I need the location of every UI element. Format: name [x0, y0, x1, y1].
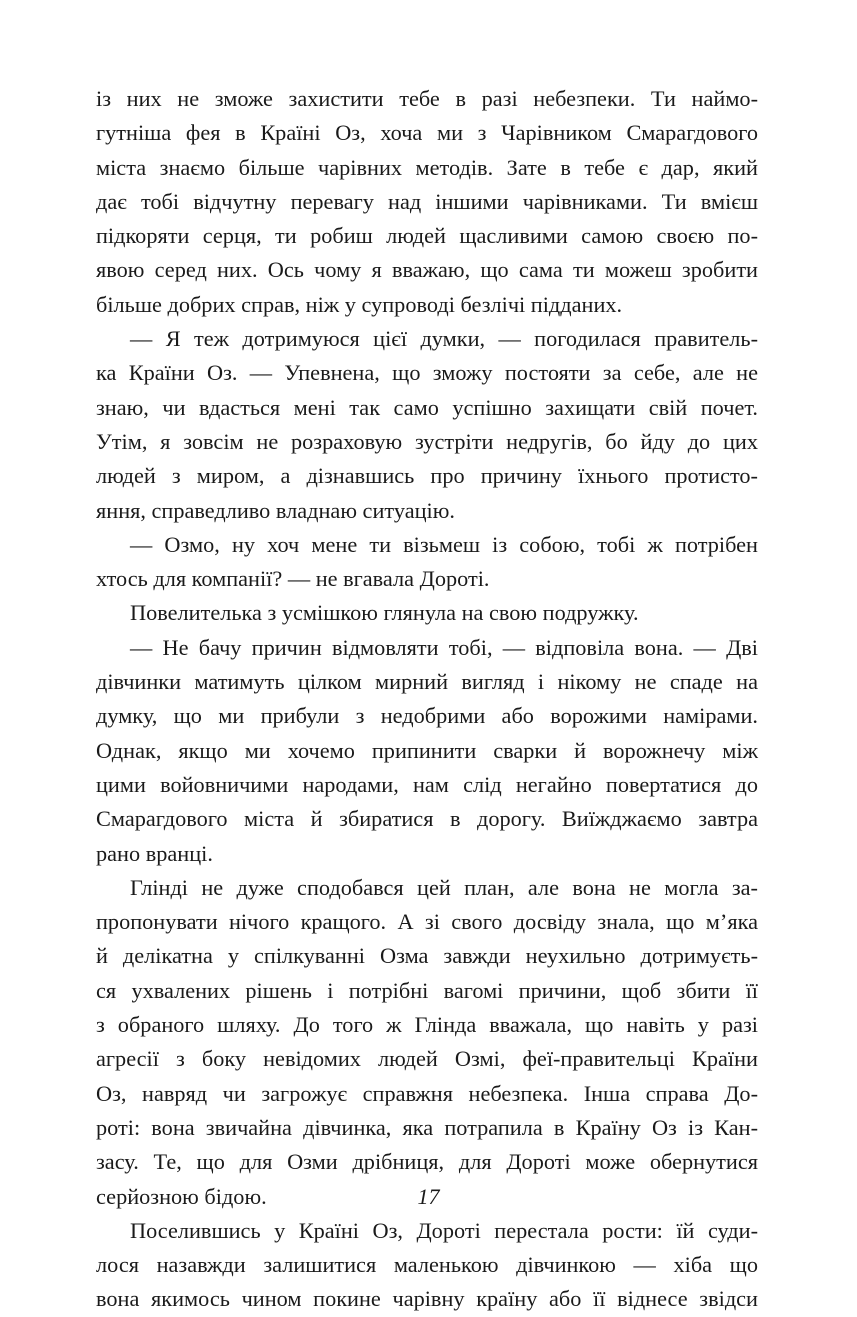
- text-line: ка Країни Оз. — Упевнена, що зможу постояти за себе, але не: [96, 360, 758, 386]
- text-line: Поселившись у Країні Оз, Дороті перестала рости: їй суди-: [130, 1217, 758, 1243]
- page-number: 17: [417, 1184, 440, 1209]
- text-line: з обраного шляху. До того ж Глінда вважала, що навіть у разі: [96, 1012, 758, 1038]
- text-line: із них не зможе захистити тебе в разі небезпеки. Ти наймо-: [96, 86, 758, 111]
- text-line: підкоряти серця, ти робиш людей щасливими самою своєю по-: [96, 223, 758, 249]
- text-line: — Озмо, ну хоч мене ти візьмеш із собою, тобі ж потрібен: [130, 531, 758, 557]
- text-line: ся ухвалених рішень і потрібні вагомі причини, щоб збити її: [96, 977, 758, 1003]
- text-line: хтось для компанії? — не вгавала Дороті.: [96, 566, 490, 592]
- text-line: дає тобі відчутну перевагу над іншими чарівниками. Ти вмієш: [96, 188, 758, 214]
- text-line: знаю, чи вдасться мені так само успішно захищати свій почет.: [96, 394, 758, 420]
- text-line: агресії з боку невідомих людей Озмі, феї-правительці Країни: [96, 1046, 758, 1072]
- text-line: — Я теж дотримуюся цієї думки, — погодилася правитель-: [130, 326, 758, 352]
- text-line: цими войовничими народами, нам слід негайно повертатися до: [96, 771, 758, 797]
- text-line: серйозною бідою.: [96, 1183, 267, 1209]
- text-line: дівчинки матимуть цілком мирний вигляд і нікому не спаде на: [96, 669, 758, 695]
- text-line: лося назавжди залишитися маленькою дівчинкою — хіба що: [96, 1252, 758, 1278]
- text-line: гутніша фея в Країні Оз, хоча ми з Чарівником Смарагдового: [96, 120, 758, 146]
- text-line: роті: вона звичайна дівчинка, яка потрапила в Країну Оз із Кан-: [96, 1114, 758, 1140]
- text-line: Смарагдового міста й збиратися в дорогу. Виїжджаємо завтра: [96, 806, 758, 832]
- text-line: Повелителька з усмішкою глянула на свою подружку.: [130, 600, 639, 626]
- text-line: пропонувати нічого кращого. А зі свого досвіду знала, що м’яка: [96, 909, 758, 935]
- text-line: Утім, я зовсім не розраховую зустріти недругів, бо йду до цих: [96, 428, 758, 454]
- text-line: більше добрих справ, ніж у супроводі безлічі підданих.: [96, 291, 623, 317]
- text-line: Оз, навряд чи загрожує справжня небезпека. Інша справа До-: [96, 1080, 758, 1106]
- text-line: Глінді не дуже сподобався цей план, але вона не могла за-: [130, 874, 758, 900]
- text-line: засу. Те, що для Озми дрібниця, для Дороті може обернутися: [96, 1149, 758, 1175]
- text-line: й делікатна у спілкуванні Озма завжди неухильно дотримуєть-: [96, 943, 758, 969]
- text-line: — Не бачу причин відмовляти тобі, — відповіла вона. — Дві: [130, 634, 758, 660]
- text-line: явою серед них. Ось чому я вважаю, що сама ти можеш зробити: [96, 257, 758, 283]
- text-line: Однак, якщо ми хочемо припинити сварки й ворожнечу між: [96, 737, 758, 763]
- text-line: думку, що ми прибули з недобрими або ворожими намірами.: [96, 703, 758, 729]
- text-line: вона якимось чином покине чарівну країну або її віднесе звідси: [96, 1286, 758, 1312]
- text-line: міста знаємо більше чарівних методів. Зате в тебе є дар, який: [96, 154, 758, 180]
- text-line: яння, справедливо владнаю ситуацію.: [96, 497, 455, 523]
- text-line: рано вранці.: [96, 840, 213, 866]
- page-body-text: [96, 82, 758, 1317]
- text-line: людей з миром, а дізнавшись про причину їхнього протисто-: [96, 463, 758, 489]
